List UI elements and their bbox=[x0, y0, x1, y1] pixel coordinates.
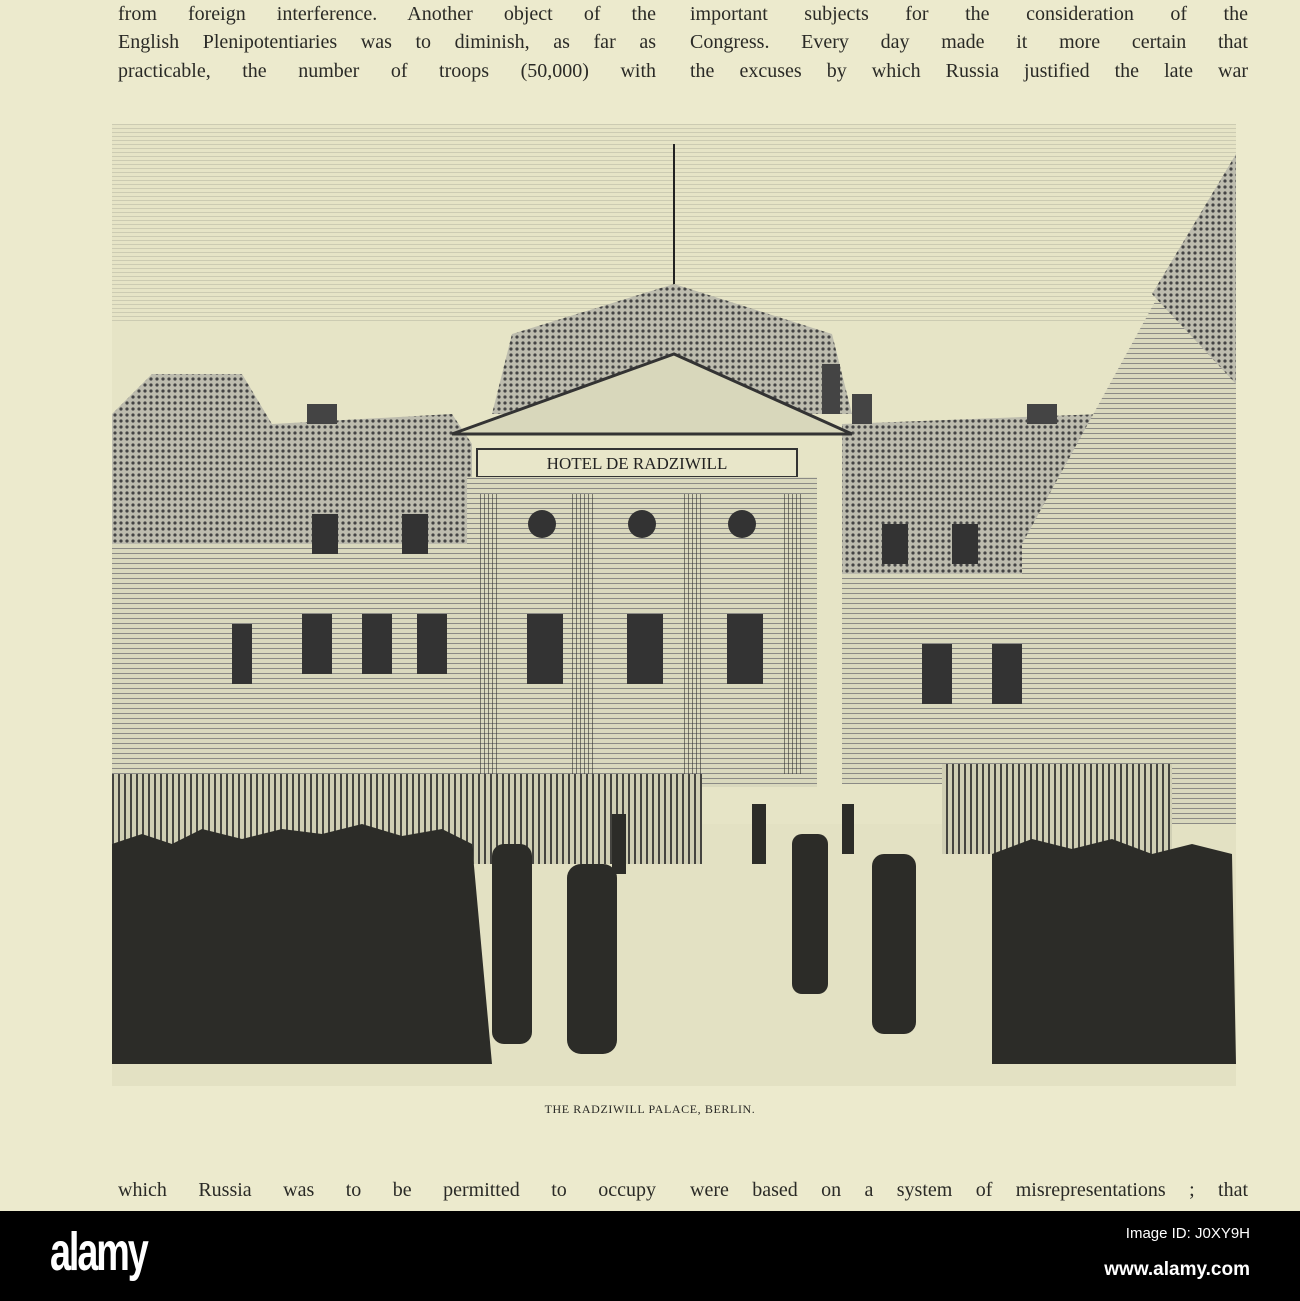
text-line: from foreign interference. Another object of the bbox=[118, 3, 656, 25]
text-line: English Plenipotentiaries was to diminish, as far as bbox=[118, 31, 656, 53]
image-id: Image ID: J0XY9H bbox=[1125, 1225, 1250, 1242]
text-line: which Russia was to be permitted to occupy bbox=[118, 1179, 656, 1201]
site-url: www.alamy.com bbox=[1104, 1259, 1250, 1280]
text-line: Congress. Every day made it more certain that bbox=[690, 31, 1248, 53]
text-line: important subjects for the consideration of the bbox=[690, 3, 1248, 25]
illustration-caption: THE RADZIWILL PALACE, BERLIN. bbox=[544, 1102, 756, 1116]
stock-watermark-bar bbox=[0, 1211, 1300, 1301]
text-line: practicable, the number of troops (50,000) with bbox=[118, 60, 656, 82]
hotel-sign: HOTEL DE RADZIWILL bbox=[546, 454, 728, 473]
text-line: the excuses by which Russia justified the late war bbox=[690, 60, 1248, 82]
text-line: were based on a system of misrepresentations ; that bbox=[690, 1179, 1248, 1201]
palace-engraving bbox=[112, 124, 1236, 1086]
alamy-logo: alamy bbox=[50, 1222, 147, 1282]
